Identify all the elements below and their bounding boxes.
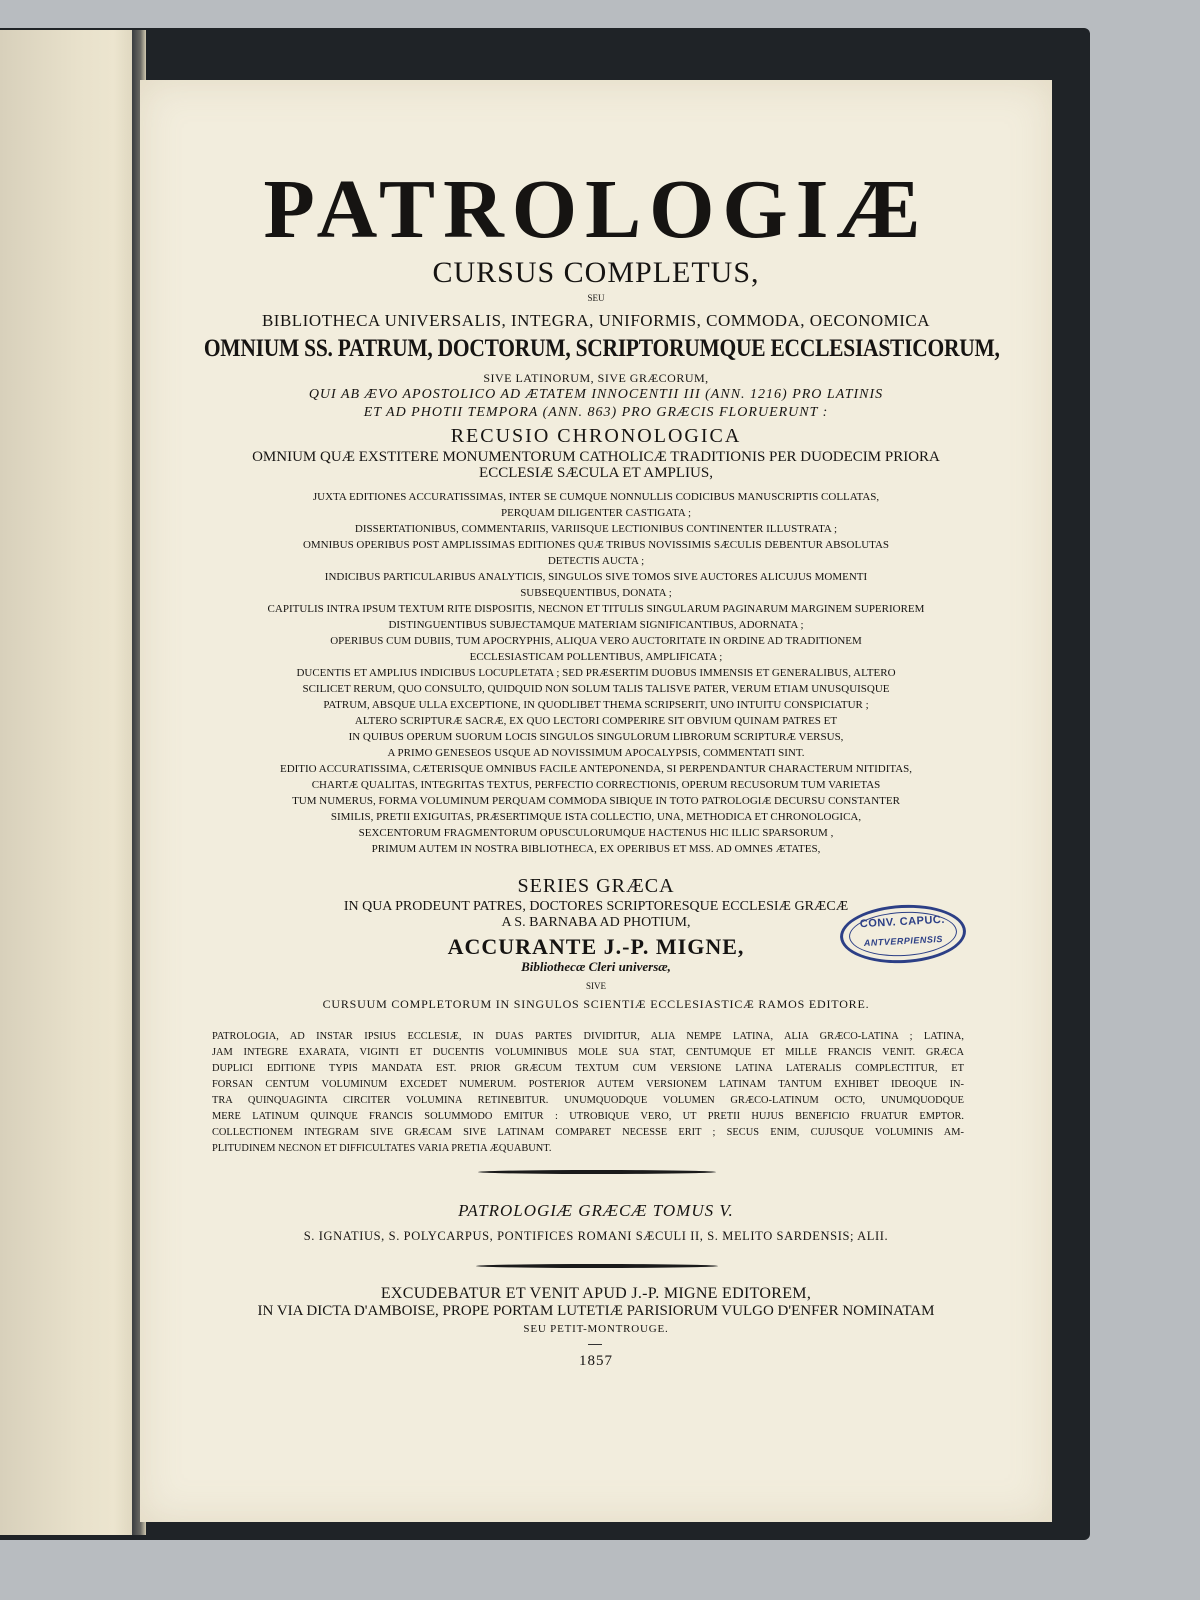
- short-rule: [588, 1344, 602, 1345]
- ecclesiae-saecula-line: ECCLESIÆ SÆCULA ET AMPLIUS,: [479, 465, 713, 481]
- description-line: SIMILIS, PRETII EXIGUITAS, PRÆSERTIMQUE ISTA COLLECTIO, UNA, METHODICA ET CHRONOLOGICA,: [330, 811, 862, 823]
- title-page: [140, 80, 1052, 1522]
- a-s-barnaba-line: A S. BARNABA AD PHOTIUM,: [501, 915, 691, 930]
- publication-year: 1857: [579, 1353, 613, 1369]
- seu-conjunction: SEU: [587, 293, 605, 303]
- accurante-editor: ACCURANTE J.-P. MIGNE,: [447, 934, 745, 959]
- tomus-heading: PATROLOGIÆ GRÆCÆ TOMUS V.: [458, 1201, 734, 1220]
- stamp-top-text: CONV. CAPUC.: [859, 913, 946, 931]
- description-line: TUM NUMERUS, FORMA VOLUMINUM PERQUAM COMMODA SIBIQUE IN TOTO PATROLOGIÆ DECURSU CONSTANTER: [292, 795, 900, 807]
- paragraph-line: MERE LATINUM QUINQUE FRANCIS SOLUMMODO EMITUR : UTROBIQUE VERO, UT PRETII HUJUS BENEFICIO FRUATUR EMPTOR.: [212, 1111, 964, 1122]
- bibliothecae-cleri-line: Bibliothecæ Cleri universæ,: [521, 959, 671, 974]
- sive-latinorum-line: SIVE LATINORUM, SIVE GRÆCORUM,: [483, 371, 709, 385]
- paragraph-line: COLLECTIONEM INTEGRAM SIVE GRÆCAM SIVE LATINAM COMPARET NECESSE ERIT ; SECUS ENIM, CUJUSQUE VOLUMINIS AM-: [212, 1127, 964, 1138]
- description-line: SEXCENTORUM FRAGMENTORUM OPUSCULORUMQUE HACTENUS HIC ILLIC SPARSORUM ,: [358, 827, 834, 839]
- description-line: DISSERTATIONIBUS, COMMENTARIIS, VARIISQUE LECTIONIBUS CONTINENTER ILLUSTRATA ;: [354, 523, 838, 535]
- imprint-locality: SEU PETIT-MONTROUGE.: [523, 1323, 669, 1335]
- description-line: SUBSEQUENTIBUS, DONATA ;: [520, 587, 672, 599]
- paragraph-line: PATROLOGIA, AD INSTAR IPSIUS ECCLESIÆ, IN DUAS PARTES DIVIDITUR, ALIA NEMPE LATINA, ALIA GRÆCO-LATINA ; LATINA,: [212, 1031, 964, 1042]
- description-line: DETECTIS AUCTA ;: [547, 555, 645, 567]
- description-line: PERQUAM DILIGENTER CASTIGATA ;: [500, 507, 692, 519]
- description-line: PRIMUM AUTEM IN NOSTRA BIBLIOTHECA, EX OPERIBUS ET MSS. AD OMNES ÆTATES,: [371, 843, 821, 855]
- ornamental-rule: [478, 1170, 716, 1174]
- omnium-title: OMNIUM SS. PATRUM, DOCTORUM, SCRIPTORUMQUE ECCLESIASTICORUM,: [203, 335, 1000, 362]
- series-graeca-heading: SERIES GRÆCA: [517, 875, 675, 897]
- description-line: PATRUM, ABSQUE ULLA EXCEPTIONE, IN QUODLIBET THEMA SCRIPSERIT, UNO INTUITU CONSPICIATUR ;: [323, 699, 869, 711]
- description-line: JUXTA EDITIONES ACCURATISSIMAS, INTER SE CUMQUE NONNULLIS CODICIBUS MANUSCRIPTIS COLLATAS,: [312, 491, 880, 503]
- description-line: CAPITULIS INTRA IPSUM TEXTUM RITE DISPOSITIS, NECNON ET TITULIS SINGULARUM PAGINARUM MARGINEM SUPERIOREM: [267, 603, 925, 615]
- recusio-heading: RECUSIO CHRONOLOGICA: [450, 425, 742, 447]
- stamp-bottom-text: ANTVERPIENSIS: [863, 933, 944, 949]
- imprint-address: IN VIA DICTA D'AMBOISE, PROPE PORTAM LUTETIÆ PARISIORUM VULGO D'ENFER NOMINATAM: [257, 1303, 935, 1319]
- description-line: EDITIO ACCURATISSIMA, CÆTERISQUE OMNIBUS FACILE ANTEPONENDA, SI PERPENDANTUR CHARACTERUM NITIDITAS,: [279, 763, 913, 775]
- omnium-quae-line: OMNIUM QUÆ EXSTITERE MONUMENTORUM CATHOLICÆ TRADITIONIS PER DUODECIM PRIORA: [252, 449, 940, 465]
- paragraph-line: PLITUDINEM NECNON ET DIFFICULTATES VARIA PRETIA ÆQUABUNT.: [212, 1143, 552, 1154]
- description-line: DUCENTIS ET AMPLIUS INDICIBUS LOCUPLETATA ; SED PRÆSERTIM DUOBUS IMMENSIS ET GENERALIBUS, ALTERO: [296, 667, 896, 679]
- left-page-edge: [0, 30, 142, 1535]
- paragraph-line: JAM INTEGRE EXARATA, VIGINTI ET DUCENTIS VOLUMINIBUS MOLE SUA STAT, CENTUMQUE ET MILLE FRANCIS VENIT. GRÆCA: [212, 1047, 964, 1058]
- ornamental-rule: [476, 1264, 718, 1268]
- description-line: DISTINGUENTIBUS SUBJECTAMQUE MATERIAM SIGNIFICANTIBUS, ADORNATA ;: [388, 619, 804, 631]
- description-line: IN QUIBUS OPERUM SUORUM LOCIS SINGULOS SINGULORUM LIBRORUM SCRIPTURÆ VERSUS,: [348, 731, 844, 743]
- main-title: PATROLOGIÆ: [263, 163, 929, 256]
- description-line: CHARTÆ QUALITAS, INTEGRITAS TEXTUS, PERFECTIO CORRECTIONIS, OPERUM RECUSORUM TUM VARIETAS: [311, 779, 881, 791]
- description-line: OMNIBUS OPERIBUS POST AMPLISSIMAS EDITIONES QUÆ TRIBUS NOVISSIMIS SÆCULIS DEBENTUR ABSOLUTAS: [302, 539, 890, 551]
- paragraph-line: FORSAN CENTUM VOLUMINUM EXCEDET NUMERUM. POSTERIOR AUTEM VERSIONEM LATINAM TANTUM EXHIBET IDEOQUE IN-: [212, 1079, 964, 1090]
- description-line: A PRIMO GENESEOS USQUE AD NOVISSIMUM APOCALYPSIS, COMMENTATI SINT.: [387, 747, 805, 759]
- qui-ab-aevo-line: QUI AB ÆVO APOSTOLICO AD ÆTATEM INNOCENTII III (ANN. 1216) PRO LATINIS: [308, 387, 884, 402]
- description-line: OPERIBUS CUM DUBIIS, TUM APOCRYPHIS, ALIQUA VERO AUCTORITATE IN ORDINE AD TRADITIONEM: [330, 635, 862, 647]
- imprint-line: EXCUDEBATUR ET VENIT APUD J.-P. MIGNE EDITOREM,: [380, 1285, 812, 1302]
- contents-line: S. IGNATIUS, S. POLYCARPUS, PONTIFICES ROMANI SÆCULI II, S. MELITO SARDENSIS; ALII.: [303, 1229, 889, 1243]
- subtitle: CURSUS COMPLETUS,: [432, 256, 760, 289]
- cursuum-line: CURSUUM COMPLETORUM IN SINGULOS SCIENTIÆ ECCLESIASTICÆ RAMOS EDITORE.: [322, 997, 870, 1011]
- description-line: SCILICET RERUM, QUO CONSULTO, QUIDQUID NON SOLUM TALIS TALISVE PATER, VERUM ETIAM UNUSQUISQUE: [302, 683, 890, 695]
- in-qua-line: IN QUA PRODEUNT PATRES, DOCTORES SCRIPTORESQUE ECCLESIÆ GRÆCÆ: [343, 899, 849, 914]
- description-line: ECCLESIASTICAM POLLENTIBUS, AMPLIFICATA ;: [469, 651, 723, 663]
- paragraph-line: DUPLICI EDITIONE TYPIS MANDATA EST. PRIOR GRÆCUM TEXTUM CUM VERSIONE LATINA LATERALIS COMPLECTITUR, ET: [212, 1063, 964, 1074]
- bibliotheca-line: BIBLIOTHECA UNIVERSALIS, INTEGRA, UNIFORMIS, COMMODA, OECONOMICA: [261, 311, 931, 330]
- et-ad-photii-line: ET AD PHOTII TEMPORA (ANN. 863) PRO GRÆCIS FLORUERUNT :: [363, 405, 829, 420]
- description-line: INDICIBUS PARTICULARIBUS ANALYTICIS, SINGULOS SIVE TOMOS SIVE AUCTORES ALICUJUS MOMENTI: [324, 571, 868, 583]
- sive-conjunction: SIVE: [586, 981, 606, 991]
- paragraph-line: TRA QUINQUAGINTA CIRCITER VOLUMINA RETINEBITUR. UNUMQUODQUE VOLUMEN GRÆCO-LATINUM OCTO, UNUMQUODQUE: [212, 1095, 964, 1106]
- description-line: ALTERO SCRIPTURÆ SACRÆ, EX QUO LECTORI COMPERIRE SIT OBVIUM QUINAM PATRES ET: [354, 715, 838, 727]
